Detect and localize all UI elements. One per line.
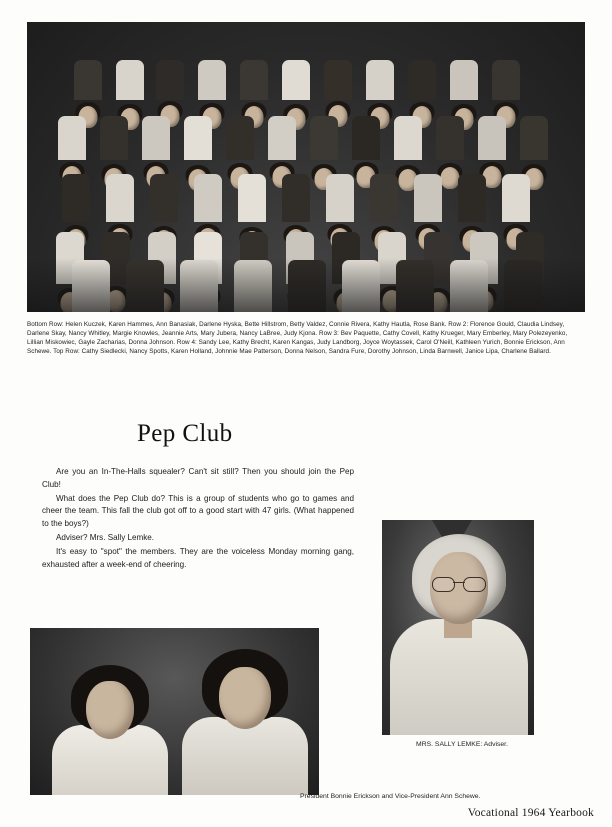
- article-paragraph: What does the Pep Club do? This is a group of students who go to games and cheer the team. This fall the club got off to a good start with 47 girls. (What happened to the boys?): [42, 493, 354, 528]
- article-paragraph: Adviser? Mrs. Sally Lemke.: [56, 532, 155, 542]
- officer-vice-president: [180, 649, 310, 795]
- group-photo-roster-caption: Bottom Row: Helen Kuczek, Karen Hammes, Ann Banasiak, Darlene Hyska, Bette Hillstrom, Betty Valdez, Connie Rivera, Kathy Hautla, Rose Bank. Row 2: Florence Gould, Claudia Lindsey, Darlene Skay, Nancy Whitley, Margie Knowles, Jeannie Arts, Mary Jubera, Nancy LaBree, Judy Kjona. Row 3: Bev Paquette, Cathy Covell, Kathy Krueger, Mary Emberley, Mary Polezeyenko, Lillian Miskowiec, Gayle Zacharias, Donna Johnson. Row 4: Sandy Lee, Kathy Brecht, Karen Kangas, Judy Landborg, Joyce Woytassek, Carol O'Neill, Kathleen Yurich, Bonnie Erickson, Ann Schewe. Top Row: Cathy Siedlecki, Nancy Spotts, Karen Holland, Johnnie Mae Patterson, Donna Nelson, Sandra Fure, Dorothy Johnson, Linda Barnwell, Janice Lipa, Charlene Ballard.: [27, 321, 568, 356]
- article-paragraph: It's easy to "spot" the members. They are the voiceless Monday morning gang, exhausted after a week-end of cheering.: [42, 547, 354, 569]
- page-footer-label: Vocational 1964 Yearbook: [467, 807, 594, 819]
- adviser-photo-caption: MRS. SALLY LEMKE: Adviser.: [416, 741, 508, 748]
- page-title: Pep Club: [137, 420, 233, 447]
- photo-vignette: [27, 258, 585, 312]
- pep-club-group-photo: [27, 22, 585, 312]
- photo-row-top: [27, 36, 585, 100]
- officers-photo: [30, 628, 319, 795]
- adviser-portrait-photo: [382, 520, 534, 735]
- officer-president: [50, 665, 170, 795]
- officers-photo-caption: President Bonnie Erickson and Vice-President Ann Schewe.: [300, 793, 481, 800]
- article-paragraph: Are you an In-The-Halls squealer? Can't sit still? Then you should join the Pep Club!: [42, 467, 354, 489]
- photo-row-3: [27, 158, 585, 222]
- article-body: [42, 466, 354, 573]
- photo-row-4: [27, 96, 585, 160]
- eyeglasses-icon: [432, 577, 486, 590]
